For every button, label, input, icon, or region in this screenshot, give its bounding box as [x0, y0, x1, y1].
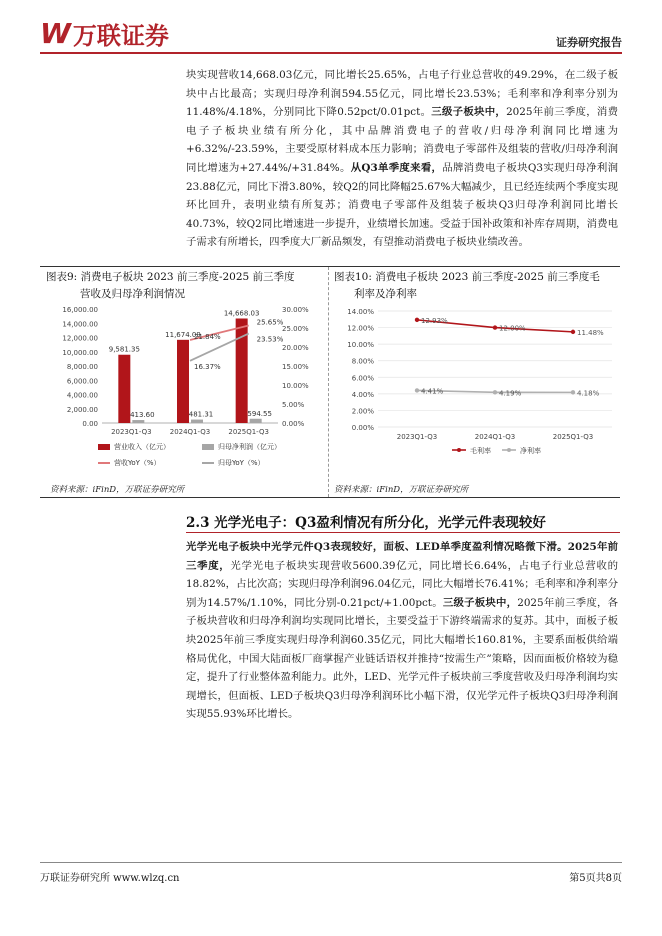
- y-left-tick-label: 4,000.00: [66, 391, 98, 400]
- logo-text: 万联证券: [72, 22, 169, 50]
- revenue-data-label: 9,581.35: [108, 345, 140, 354]
- net-profit-bar: [132, 420, 144, 423]
- y-right-tick-label: 0.00%: [282, 420, 305, 428]
- legend-label: 营收YoY（%）: [114, 459, 161, 467]
- net-margin-data-label: 4.41%: [421, 387, 444, 396]
- gross-margin-point: [415, 318, 419, 322]
- x-tick-label: 2024Q1-Q3: [169, 428, 211, 436]
- y-left-tick-label: 12,000.00: [62, 334, 98, 343]
- footer-left: 万联证券研究所 www.wlzq.cn: [40, 873, 180, 884]
- y-tick-label: 12.00%: [347, 324, 374, 333]
- legend-swatch: [98, 444, 110, 450]
- body-paragraph: [186, 538, 618, 724]
- intro_paragraph-run: 从Q3单季度来看，: [350, 161, 443, 174]
- intro-paragraph: [186, 66, 618, 252]
- gross-margin-data-label: 11.48%: [577, 328, 604, 337]
- section-title: 2.3 光学光电子：Q3盈利情况有所分化，光学元件表现较好: [186, 515, 546, 531]
- net-profit-data-label: 413.60: [130, 411, 155, 420]
- legend-label: 归母净利润（亿元）: [218, 443, 281, 451]
- net-profit-yoy-data-label: 16.37%: [194, 362, 221, 371]
- y-left-tick-label: 16,000.00: [62, 306, 98, 314]
- fig9-title-line1: 图表9: 消费电子板块 2023 前三季度-2025 前三季度: [46, 271, 295, 283]
- gross-margin-data-label: 12.93%: [421, 316, 448, 325]
- y-left-tick-label: 2,000.00: [66, 405, 98, 414]
- legend-marker: [457, 448, 461, 452]
- section-rule: [186, 532, 620, 533]
- y-tick-label: 2.00%: [351, 407, 374, 416]
- y-right-tick-label: 20.00%: [282, 344, 309, 352]
- fig10-source: 资料来源：iFinD，万联证券研究所: [334, 485, 469, 495]
- net-profit-data-label: 594.55: [247, 409, 272, 418]
- net-margin-point: [493, 390, 497, 394]
- y-right-tick-label: 30.00%: [282, 306, 309, 314]
- y-tick-label: 0.00%: [351, 424, 374, 432]
- y-tick-label: 4.00%: [351, 390, 374, 399]
- x-tick-label: 2024Q1-Q3: [474, 433, 516, 441]
- y-left-tick-label: 0.00: [82, 420, 98, 428]
- legend-label: 毛利率: [470, 447, 491, 455]
- revenue-yoy-data-label: 25.65%: [256, 318, 284, 327]
- gross-margin-data-label: 12.00%: [499, 324, 526, 333]
- fig9-chart: [42, 303, 328, 481]
- x-tick-label: 2023Q1-Q3: [111, 428, 152, 436]
- body_paragraph-run: 2025年前三季度，各子板块营收和归母净利润均实现同比增长，主要受益于下游终端需求的复苏。其中，面板子板块2025年前三季度实现归母净利润60.35亿元，同比大幅增长160.81%，主要系面板供给端格局优化，中国大陆面板厂商掌握产业链话语权并推持“按需生产”策略，因而面板价格较为稳定，提升了行业整体盈利能力。此外，LED、光学元件子板块前三季度营收及归母净利润均实现增长，但面板、LED子板块Q3归母净利润环比小幅下滑，仅光学元件子板块Q3归母净利润实现55.93%环比增长。: [186, 596, 618, 721]
- fig10-title: [334, 269, 600, 303]
- company-logo: [40, 16, 169, 51]
- y-tick-label: 14.00%: [347, 308, 374, 316]
- y-right-tick-label: 10.00%: [282, 382, 309, 390]
- intro_paragraph-run: 块实现营收14,668.03亿元，同比增长25.65%，占电子行业总营收的49.29%，在二级子板块中占比最高；实现归母净利润594.55亿元，同比增长23.53%；毛利率和净利率分别为11.48%/4.18%，分别同比下降0.52pct/0.01pct。: [186, 69, 618, 119]
- body_paragraph-run: 三级子板块中，: [442, 596, 518, 609]
- gross-margin-point: [571, 330, 575, 334]
- net-profit-data-label: 481.31: [188, 410, 214, 419]
- y-right-tick-label: 15.00%: [282, 363, 309, 371]
- net-profit-bar: [191, 420, 203, 423]
- intro_paragraph-run: 2025年前三季度，消费电子子板块业绩有所分化，其中品牌消费电子的营收/归母净利润同比增速为+6.32%/-23.59%，主要受原材料成本压力影响；消费电子零部件及组装的营收/归母净利润同比增速为+27.44%/+31.84%。: [186, 106, 618, 174]
- y-right-tick-label: 25.00%: [282, 325, 309, 333]
- revenue-data-label: 11,674.09: [165, 330, 201, 339]
- page-header: [40, 10, 622, 54]
- body_paragraph-run: 光学光电子板块中光学元件Q3表现较好，面板、LED单季度盈利情况略微下滑。2025年前三季度，: [186, 541, 618, 572]
- y-left-tick-label: 14,000.00: [62, 320, 98, 329]
- net-margin-point: [415, 388, 419, 392]
- page-number: 第5页共8页: [569, 873, 622, 884]
- figure-divider: [328, 267, 329, 497]
- legend-label: 营业收入（亿元）: [114, 443, 170, 451]
- figures-row: [40, 266, 620, 498]
- x-tick-label: 2023Q1-Q3: [396, 433, 438, 441]
- net-margin-data-label: 4.18%: [577, 389, 600, 398]
- legend-label: 归母YoY（%）: [218, 459, 265, 467]
- net-margin-point: [571, 390, 575, 394]
- y-left-tick-label: 6,000.00: [66, 377, 98, 386]
- y-left-tick-label: 8,000.00: [66, 363, 98, 371]
- intro_paragraph-run: 三级子板块中，: [431, 106, 507, 119]
- report-type: 证券研究报告: [556, 36, 622, 49]
- fig9-title-line2: 营收及归母净利润情况: [80, 288, 185, 300]
- gross-margin-point: [493, 325, 497, 329]
- fig10-chart: [332, 303, 620, 481]
- fig9-source: 资料来源：iFinD，万联证券研究所: [50, 485, 185, 495]
- legend-label: 净利率: [520, 447, 541, 455]
- legend-marker: [507, 448, 511, 452]
- y-left-tick-label: 10,000.00: [62, 348, 98, 357]
- net-profit-bar: [250, 419, 262, 423]
- net-profit-yoy-data-label: 23.53%: [256, 335, 284, 344]
- intro_paragraph-run: 品牌消费电子板块Q3实现归母净利润23.88亿元，同比下滑3.80%，较Q2的同比降幅25.67%大幅减少，且已经连续两个季度实现环比回升，表明业绩有所复苏；消费电子零部件及组装子板块Q3归母净利润同比增长40.73%，较Q2同比增速进一步提升，业绩增长加速。受益于国补政策和补库存周期，消费电子需求有所增长，四季度大厂新品频发，有望推动消费电子板块业绩改善。: [186, 161, 618, 249]
- body_paragraph-run: 光学光电子板块实现营收5600.39亿元，同比增长6.64%，占电子行业总营收的18.82%，占比次高；实现归母净利润96.04亿元，同比大幅增长76.41%；毛利率和净利率分别为14.57%/1.10%，同比分别-0.21pct/+1.00pct。: [186, 559, 618, 609]
- revenue-bar: [177, 340, 189, 423]
- revenue-data-label: 14,668.03: [223, 309, 260, 318]
- y-tick-label: 10.00%: [347, 341, 374, 350]
- logo-mark: W: [40, 17, 69, 50]
- revenue-yoy-data-label: 21.84%: [194, 333, 221, 342]
- y-tick-label: 6.00%: [351, 374, 374, 383]
- y-tick-label: 8.00%: [351, 357, 374, 366]
- fig9-title: [46, 269, 295, 303]
- legend-swatch: [202, 444, 214, 450]
- x-tick-label: 2025Q1-Q3: [552, 433, 594, 441]
- x-tick-label: 2025Q1-Q3: [228, 428, 269, 436]
- fig10-title-line2: 利率及净利率: [354, 288, 417, 300]
- fig10-title-line1: 图表10: 消费电子板块 2023 前三季度-2025 前三季度毛: [334, 271, 600, 283]
- revenue-bar: [118, 355, 130, 423]
- net-margin-data-label: 4.19%: [499, 389, 522, 398]
- page-footer: [40, 862, 622, 884]
- y-right-tick-label: 5.00%: [282, 401, 305, 409]
